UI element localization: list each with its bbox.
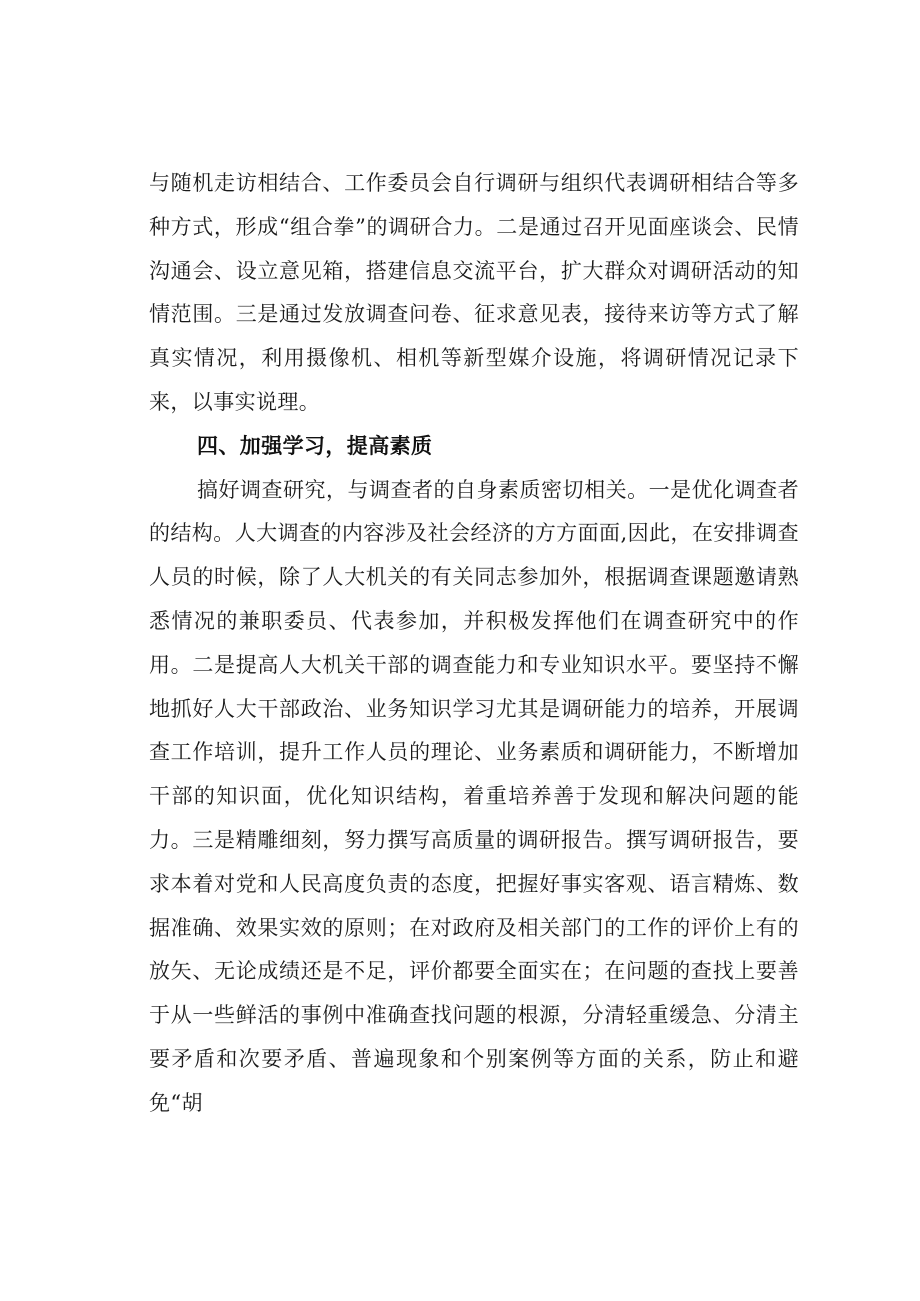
section-paragraph: 搞好调查研究，与调查者的自身素质密切相关。一是优化调查者的结构。人大调查的内容涉及社会经济的方方面面,因此，在安排调查人员的时候，除了人大机关的有关同志参加外，根据调查课题邀请熟悉情况的兼职委员、代表参加，并积极发挥他们在调查研究中的作用。二是提高人大机关干部的调查能力和专业知识水平。要坚持不懈地抓好人大干部政治、业务知识学习尤其是调研能力的培养，开展调查工作培训，提升工作人员的理论、业务素质和调研能力，不断增加干部的知识面，优化知识结构，着重培养善于发现和解决问题的能力。三是精雕细刻，努力撰写高质量的调研报告。撰写调研报告，要求本着对党和人民高度负责的态度，把握好事实客观、语言精炼、数据准确、效果实效的原则；在对政府及相关部门的工作的评价上有的放矢、无论成绩还是不足，评价都要全面实在；在问题的查找上要善于从一些鲜活的事例中准确查找问题的根源，分清轻重缓急、分清主要矛盾和次要矛盾、普遍现象和个别案例等方面的关系，防止和避免“胡: [149, 477, 799, 1115]
section-heading: 四、加强学习，提高素质: [197, 433, 433, 458]
continued-paragraph: 与随机走访相结合、工作委员会自行调研与组织代表调研相结合等多种方式，形成“组合拳”的调研合力。二是通过召开见面座谈会、民情沟通会、设立意见箱，搭建信息交流平台，扩大群众对调研活动的知情范围。三是通过发放调查问卷、征求意见表，接待来访等方式了解真实情况，利用摄像机、相机等新型媒介设施，将调研情况记录下来，以事实说理。: [149, 171, 799, 414]
document-body: [149, 162, 799, 1126]
